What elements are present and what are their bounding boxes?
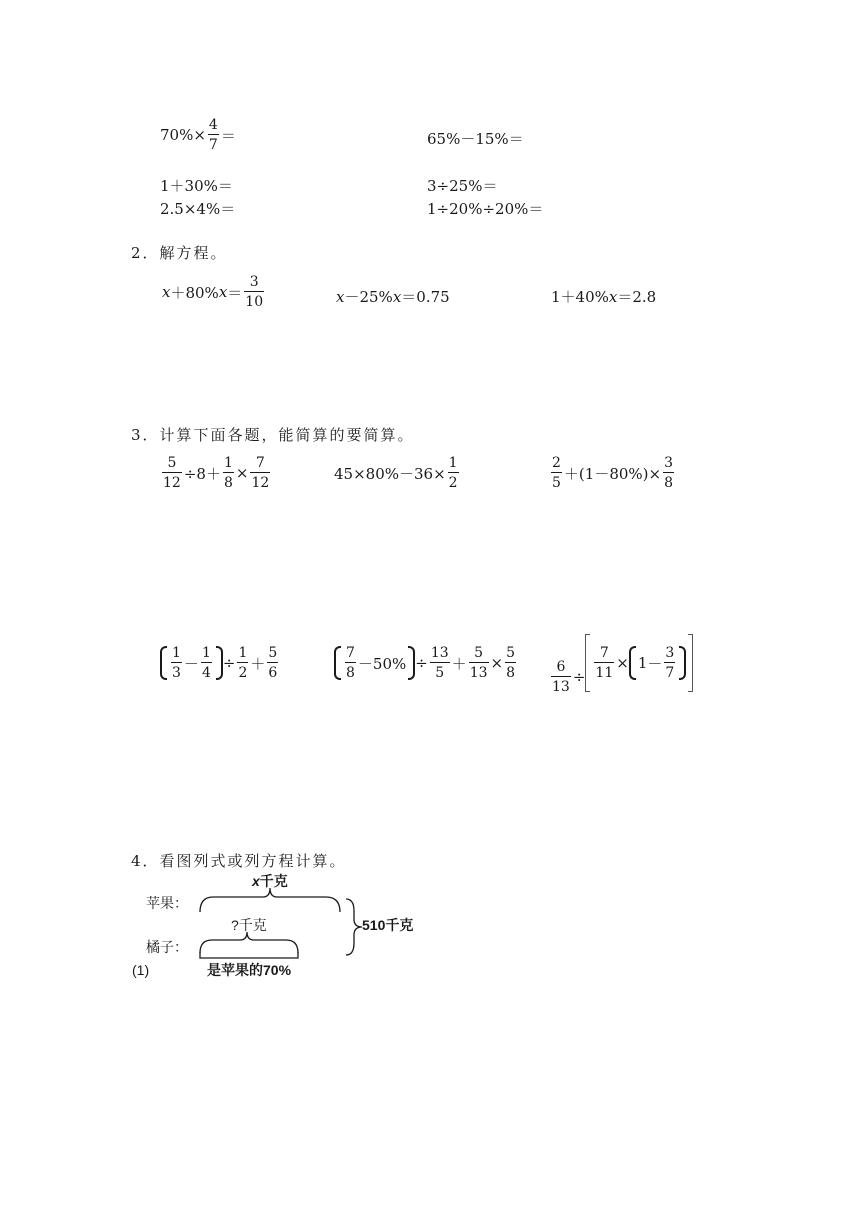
section-4-heading: 4．看图列式或列方程计算。: [131, 852, 347, 870]
numerator: 6: [556, 659, 566, 675]
variable-x: x: [252, 873, 260, 889]
denominator: 6: [268, 665, 278, 681]
apple-brace: [200, 888, 340, 912]
numerator: 5: [268, 645, 278, 661]
denominator: 12: [251, 475, 270, 491]
expr-text: ＋80%: [170, 283, 219, 302]
denominator: 7: [665, 665, 675, 681]
denominator: 12: [163, 475, 181, 491]
expr-text: ＝0.75: [401, 288, 450, 306]
denominator: 10: [245, 294, 264, 310]
part-index: (1): [132, 962, 150, 978]
operator: ×: [616, 654, 629, 672]
orange-bottom-label: 是苹果的70%: [207, 962, 292, 978]
operator: ÷8＋: [183, 464, 221, 483]
denominator: 13: [469, 665, 488, 681]
calc-1-div-20pct-div-20pct: 1÷20%÷20%＝: [427, 200, 544, 218]
expr-text: ＝2.8: [617, 288, 657, 306]
orange-label: 橘子：: [146, 939, 188, 955]
numerator: 7: [255, 455, 265, 471]
numerator: 7: [346, 645, 355, 661]
numerator: 3: [664, 455, 673, 471]
variable-x: x: [218, 283, 228, 301]
numerator: 1: [201, 645, 211, 661]
calc-1-plus-30pct: 1＋30%＝: [160, 177, 233, 195]
expr-text: 1＋40%: [551, 288, 609, 306]
equals-sign: ＝: [227, 283, 243, 302]
operator: ＋: [250, 654, 266, 673]
operator: ÷: [415, 654, 428, 672]
section-2-heading: 2．解方程。: [131, 244, 228, 262]
denominator: 3: [172, 665, 181, 681]
orange-top-brace: [200, 932, 298, 953]
numerator: 7: [599, 645, 609, 661]
orange-top-label: ?千克: [231, 917, 267, 933]
expr-text: 70%×: [160, 126, 206, 144]
denominator: 2: [238, 665, 248, 681]
denominator: 7: [208, 137, 218, 153]
unit-text: 千克: [259, 873, 288, 889]
section-3-heading: 3．计算下面各题，能简算的要简算。: [131, 426, 415, 444]
variable-x: x: [162, 283, 171, 301]
numerator: 1: [238, 645, 248, 661]
numerator: 3: [249, 274, 259, 290]
denominator: 11: [595, 665, 614, 681]
operator: －: [183, 654, 199, 673]
numerator: 1: [172, 645, 181, 661]
numerator: 13: [430, 645, 449, 661]
variable-x: x: [608, 287, 618, 306]
numerator: 1: [223, 455, 233, 471]
numerator: 5: [474, 645, 484, 661]
operator: －50%: [357, 654, 407, 673]
operator: ×: [490, 654, 504, 672]
denominator: 8: [223, 475, 233, 491]
equals-sign: ＝: [220, 126, 236, 145]
denominator: 4: [201, 665, 211, 681]
denominator: 5: [552, 475, 561, 491]
apple-label: 苹果：: [146, 895, 188, 911]
calc-3-div-25pct: 3÷25%＝: [427, 177, 498, 195]
numerator: 3: [665, 645, 675, 661]
numerator: 5: [167, 455, 177, 471]
operator: ÷: [222, 654, 236, 672]
calc-2-5-times-4pct: 2.5×4%＝: [160, 200, 236, 218]
calc-65pct-minus-15pct: 65%－15%＝: [427, 130, 524, 148]
numerator: 5: [506, 645, 516, 661]
numerator: 1: [448, 455, 458, 471]
expr-text: ＋(1－80%)×: [563, 464, 662, 483]
number: 1: [637, 654, 648, 672]
expr-text: －25%: [344, 288, 393, 306]
total-brace: [346, 899, 362, 955]
operator: －: [647, 654, 663, 673]
denominator: 2: [448, 475, 458, 491]
orange-bottom-brace: [200, 952, 298, 958]
denominator: 5: [435, 665, 445, 681]
denominator: 13: [552, 679, 570, 695]
operator: ＋: [451, 654, 467, 673]
denominator: 8: [506, 665, 516, 681]
numerator: 4: [208, 117, 218, 133]
variable-x: x: [392, 287, 402, 306]
operator: ×: [235, 464, 249, 482]
variable-x: x: [336, 287, 345, 306]
total-label: 510千克: [362, 917, 414, 933]
denominator: 8: [664, 475, 673, 491]
numerator: 2: [552, 455, 561, 471]
expr-text: 45×80%－36×: [334, 464, 446, 483]
denominator: 8: [346, 665, 355, 681]
operator: ÷: [572, 668, 586, 686]
